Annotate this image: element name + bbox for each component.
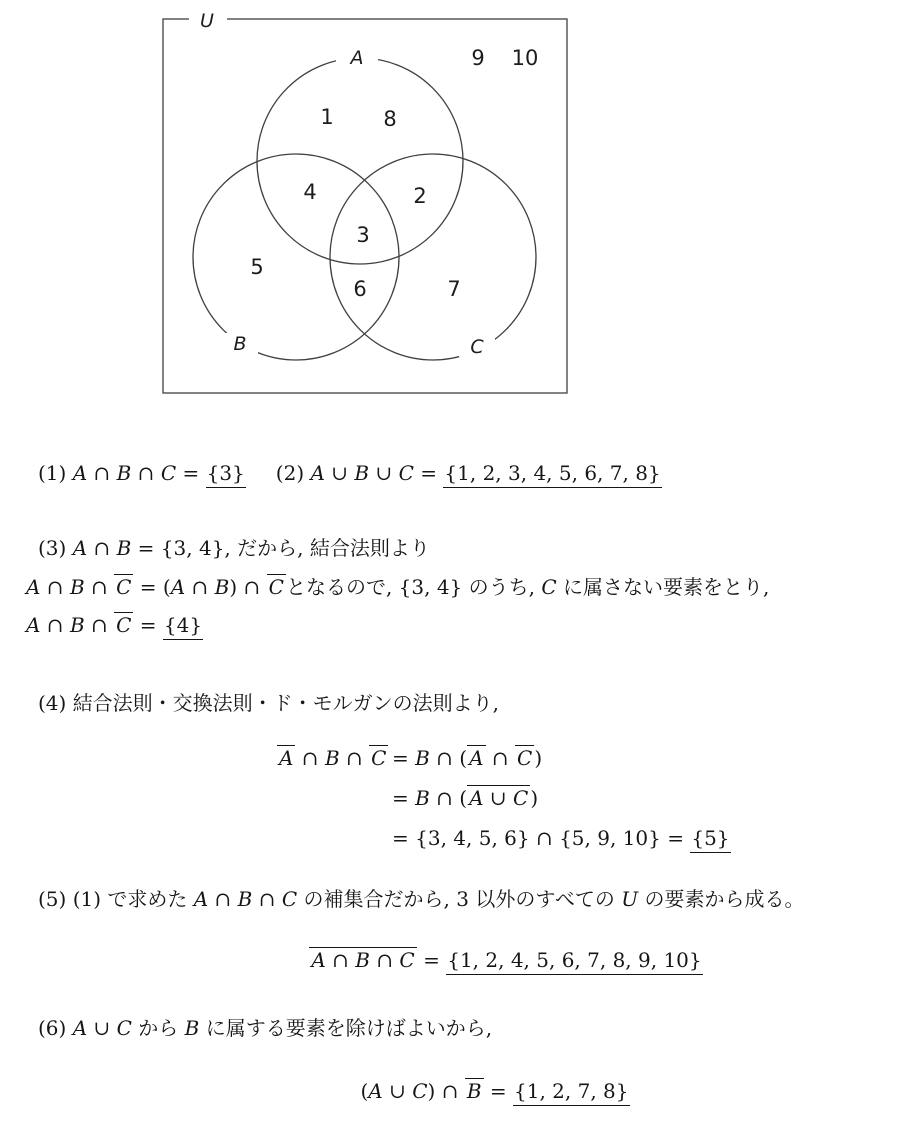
math-run: C xyxy=(281,887,298,911)
math-run: ∩ ( xyxy=(429,746,468,770)
math-run: B xyxy=(324,746,340,770)
venn-diagram xyxy=(0,0,902,430)
math-run: C xyxy=(160,461,177,485)
universe-rect xyxy=(163,19,567,393)
math-run: = xyxy=(392,746,416,770)
math-run: C xyxy=(517,746,533,770)
math-run: A xyxy=(193,887,209,911)
math-run: ∩ xyxy=(339,746,370,770)
equation-5 xyxy=(110,947,902,975)
math-run: {1, 2, 4, 5, 6, 7, 8, 9, 10} xyxy=(446,949,702,975)
region-value-c-only: 7 xyxy=(447,277,461,301)
math-run: A xyxy=(26,613,41,637)
math-run: C xyxy=(116,1016,132,1040)
math-run: (3) xyxy=(38,536,73,560)
equation-6 xyxy=(90,1078,900,1106)
math-run: C xyxy=(116,575,132,599)
math-run: (2) xyxy=(245,461,311,485)
region-value-a-only-2: 8 xyxy=(383,107,397,131)
math-run: C xyxy=(541,575,557,599)
math-run: ∩ xyxy=(295,746,325,770)
math-run: {4} xyxy=(163,614,203,640)
math-run: A xyxy=(310,461,325,485)
math-run: ∪ xyxy=(324,461,355,485)
math-run: A ∪ C xyxy=(469,786,529,810)
set-b-circle xyxy=(193,154,399,360)
math-run: (6) xyxy=(38,1016,73,1040)
region-value-a-only-1: 1 xyxy=(320,105,334,129)
math-run: = {3, 4} xyxy=(131,536,225,560)
math-run: = xyxy=(133,613,163,637)
math-run: 結合法則・交換法則・ド・モルガンの法則より, xyxy=(72,691,500,715)
math-run: = xyxy=(176,461,206,485)
region-value-b-only: 5 xyxy=(250,255,264,279)
math-run: ∩ xyxy=(87,536,117,560)
math-run: B xyxy=(237,887,253,911)
math-run: = xyxy=(483,1079,514,1103)
math-run: (5) (1) xyxy=(38,887,108,911)
math-run: A xyxy=(72,1016,88,1040)
math-run: ∩ ( xyxy=(429,786,468,810)
math-run: の補集合だから, 3 以外のすべての xyxy=(297,887,622,911)
math-run: B xyxy=(415,786,430,810)
eq4-row1-rhs xyxy=(392,745,731,772)
math-run: で求めた xyxy=(107,887,194,911)
math-run: ∩ xyxy=(40,613,70,637)
math-run: U xyxy=(621,887,639,911)
math-run: に属さない要素をとり, xyxy=(556,575,770,599)
eq4-row1-lhs xyxy=(277,745,387,772)
math-run: B xyxy=(116,536,132,560)
math-run: ∩ xyxy=(84,575,115,599)
universe-label: U xyxy=(200,10,214,32)
math-run: = xyxy=(416,948,447,972)
math-run: ∩ xyxy=(208,887,238,911)
set-b-label: B xyxy=(233,333,247,355)
math-run: {5} xyxy=(690,827,730,853)
eq4-row3-rhs xyxy=(392,825,731,853)
solution-line-3c xyxy=(26,612,203,640)
math-run: ∩ xyxy=(252,887,282,911)
math-run: ( xyxy=(360,1079,369,1103)
region-value-b-c: 6 xyxy=(353,277,367,301)
math-run: = xyxy=(413,461,444,485)
math-run: ) xyxy=(530,786,539,810)
solution-line-5-intro xyxy=(38,886,805,913)
math-run: B xyxy=(69,575,85,599)
math-run: C xyxy=(116,613,132,637)
math-run: (4) xyxy=(38,691,73,715)
math-run: ∩ xyxy=(84,613,115,637)
math-run: C xyxy=(371,746,387,770)
math-run: B xyxy=(116,461,132,485)
set-a-label: A xyxy=(350,47,364,69)
math-run: A xyxy=(26,575,41,599)
math-run: C xyxy=(398,461,414,485)
math-run: , だから, 結合法則より xyxy=(224,536,430,560)
solution-line-4-intro xyxy=(38,690,499,717)
math-run: ∪ xyxy=(87,1016,117,1040)
math-run: B xyxy=(415,746,430,770)
region-value-a-b-c: 3 xyxy=(356,223,370,247)
eq4-row2-lhs xyxy=(277,785,383,812)
math-run: ) ∩ xyxy=(427,1079,465,1103)
math-run: B xyxy=(214,575,230,599)
math-run: {1, 2, 3, 4, 5, 6, 7, 8} xyxy=(443,462,661,488)
math-run: = ( xyxy=(133,575,171,599)
math-run: A xyxy=(279,746,294,770)
math-run: B xyxy=(69,613,85,637)
math-run: ∩ xyxy=(40,575,70,599)
solution-line-1-2 xyxy=(38,460,662,488)
math-run: A xyxy=(72,461,88,485)
math-run: A xyxy=(170,575,186,599)
math-run: ∪ xyxy=(382,1079,413,1103)
math-run: B xyxy=(354,461,370,485)
math-run: = {3, 4, 5, 6} ∩ {5, 9, 10} = xyxy=(392,826,691,850)
math-run: ∩ xyxy=(131,461,161,485)
math-run: A xyxy=(368,1079,383,1103)
math-run: ∪ xyxy=(369,461,399,485)
math-run: の要素から成る。 xyxy=(638,887,805,911)
math-run: ∩ xyxy=(185,575,215,599)
math-run: (1) xyxy=(38,461,73,485)
math-run: B xyxy=(184,1016,200,1040)
solution-line-3a xyxy=(38,535,430,562)
math-run: ∩ xyxy=(87,461,117,485)
set-c-circle xyxy=(330,154,536,360)
eq4-row2-rhs xyxy=(392,785,731,812)
set-c-label: C xyxy=(470,336,484,358)
math-run: {1, 2, 7, 8} xyxy=(513,1080,630,1106)
math-run: C xyxy=(412,1079,428,1103)
math-run: {3} xyxy=(206,462,246,488)
solution-line-3b xyxy=(26,574,769,601)
math-run: B xyxy=(466,1079,482,1103)
region-value-a-b: 4 xyxy=(303,180,317,204)
math-run: ) xyxy=(534,746,543,770)
math-run: A xyxy=(72,536,88,560)
equation-block-4 xyxy=(277,745,731,853)
math-run: A xyxy=(469,746,484,770)
math-run: から xyxy=(131,1016,185,1040)
math-run: = xyxy=(392,786,416,810)
math-run: ) ∩ xyxy=(229,575,267,599)
region-value-outside-2: 10 xyxy=(511,46,539,70)
math-run: C xyxy=(268,575,284,599)
math-run: ∩ xyxy=(485,746,516,770)
eq4-row3-lhs xyxy=(277,825,383,853)
region-value-outside-1: 9 xyxy=(471,46,485,70)
math-run: に属する要素を除けばよいから, xyxy=(199,1016,493,1040)
math-run: A ∩ B ∩ C xyxy=(311,948,415,972)
math-run: となるので, {3, 4} のうち, xyxy=(285,575,542,599)
solution-line-6-intro xyxy=(38,1015,492,1042)
region-value-a-c: 2 xyxy=(413,184,427,208)
